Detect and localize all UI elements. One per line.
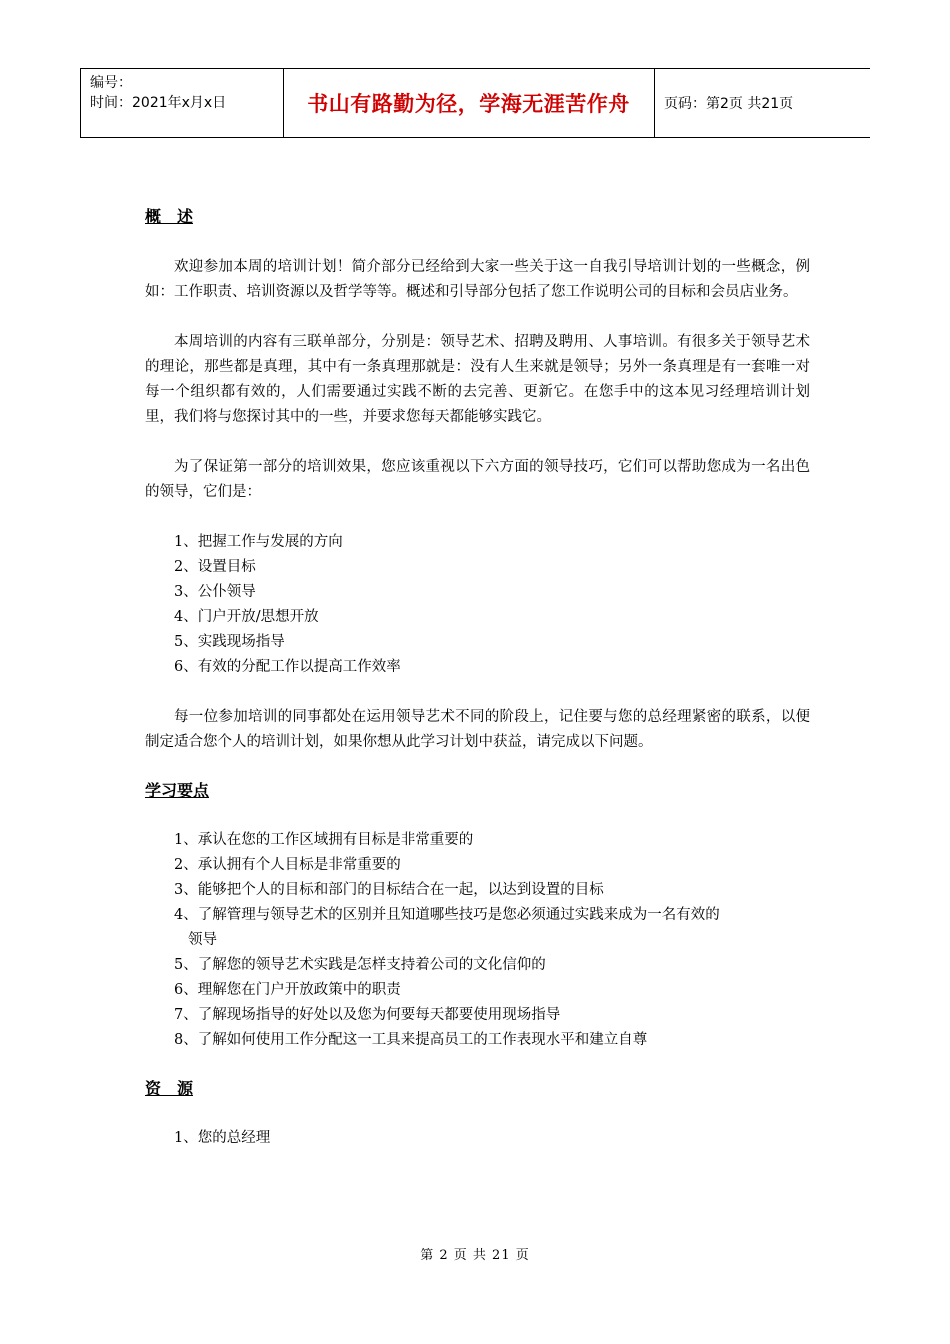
- section-title-overview: 概 述: [145, 207, 194, 226]
- list-item-continuation: 领导: [188, 932, 217, 948]
- header-time: 时间：2021年x月x日: [90, 95, 227, 111]
- list-item: 6、有效的分配工作以提高工作效率: [174, 659, 401, 675]
- list-item: 7、了解现场指导的好处以及您为何要每天都要使用现场指导: [174, 1007, 561, 1023]
- list-item: 3、公仆领导: [174, 584, 256, 600]
- page-footer: 第 2 页 共 21 页: [420, 1248, 530, 1263]
- document-body: [145, 205, 810, 1151]
- header-border-left: [80, 69, 81, 137]
- list-item: 1、把握工作与发展的方向: [174, 534, 343, 550]
- header-meta: [90, 73, 226, 113]
- list-item: 1、您的总经理: [174, 1130, 271, 1146]
- list-item: 5、实践现场指导: [174, 634, 285, 650]
- overview-paragraph-3: 为了保证第一部分的培训效果，您应该重视以下六方面的领导技巧，它们可以帮助您成为一名出色的领导，它们是：: [145, 459, 810, 500]
- header-divider-2: [654, 69, 655, 137]
- overview-paragraph-1: 欢迎参加本周的培训计划！简介部分已经给到大家一些关于这一自我引导培训计划的一些概念，例如：工作职责、培训资源以及哲学等等。概述和引导部分包括了您工作说明公司的目标和会员店业务。: [145, 259, 810, 300]
- overview-closing: 每一位参加培训的同事都处在运用领导艺术不同的阶段上，记住要与您的总经理紧密的联系，以便制定适合您个人的培训计划，如果你想从此学习计划中获益，请完成以下问题。: [145, 709, 810, 750]
- list-item: [145, 903, 810, 953]
- section-title-key-points: 学习要点: [145, 781, 210, 800]
- section-title-resources: 资 源: [145, 1079, 194, 1098]
- header-page-info: 页码：第2页 共21页: [664, 96, 794, 112]
- list-item: 6、理解您在门户开放政策中的职责: [174, 982, 401, 998]
- list-item: 2、承认拥有个人目标是非常重要的: [174, 857, 401, 873]
- header-number: 编号：: [90, 75, 132, 91]
- list-item-text: 4、了解管理与领导艺术的区别并且知道哪些技巧是您必须通过实践来成为一名有效的: [174, 907, 720, 923]
- list-item: 3、能够把个人的目标和部门的目标结合在一起，以达到设置的目标: [174, 882, 604, 898]
- list-item: 8、了解如何使用工作分配这一工具来提高员工的工作表现水平和建立自尊: [174, 1032, 648, 1048]
- overview-paragraph-2: 本周培训的内容有三联单部分，分别是：领导艺术、招聘及聘用、人事培训。有很多关于领导艺术的理论，那些都是真理，其中有一条真理那就是：没有人生来就是领导；另外一条真理是有一套唯一对每一个组织都有效的，人们需要通过实践不断的去完善、更新它。在您手中的这本见习经理培训计划里，我们将与您探讨其中的一些，并要求您每天都能够实践它。: [145, 334, 810, 425]
- key-points-list: [145, 828, 810, 1053]
- skills-list: [145, 530, 810, 680]
- list-item: 4、门户开放/思想开放: [174, 609, 319, 625]
- resources-list: [145, 1126, 810, 1151]
- list-item: 1、承认在您的工作区域拥有目标是非常重要的: [174, 832, 474, 848]
- header-motto: 书山有路勤为径，学海无涯苦作舟: [307, 92, 630, 116]
- list-item: 2、设置目标: [174, 559, 256, 575]
- list-item: 5、了解您的领导艺术实践是怎样支持着公司的文化信仰的: [174, 957, 546, 973]
- header-table: [80, 68, 870, 138]
